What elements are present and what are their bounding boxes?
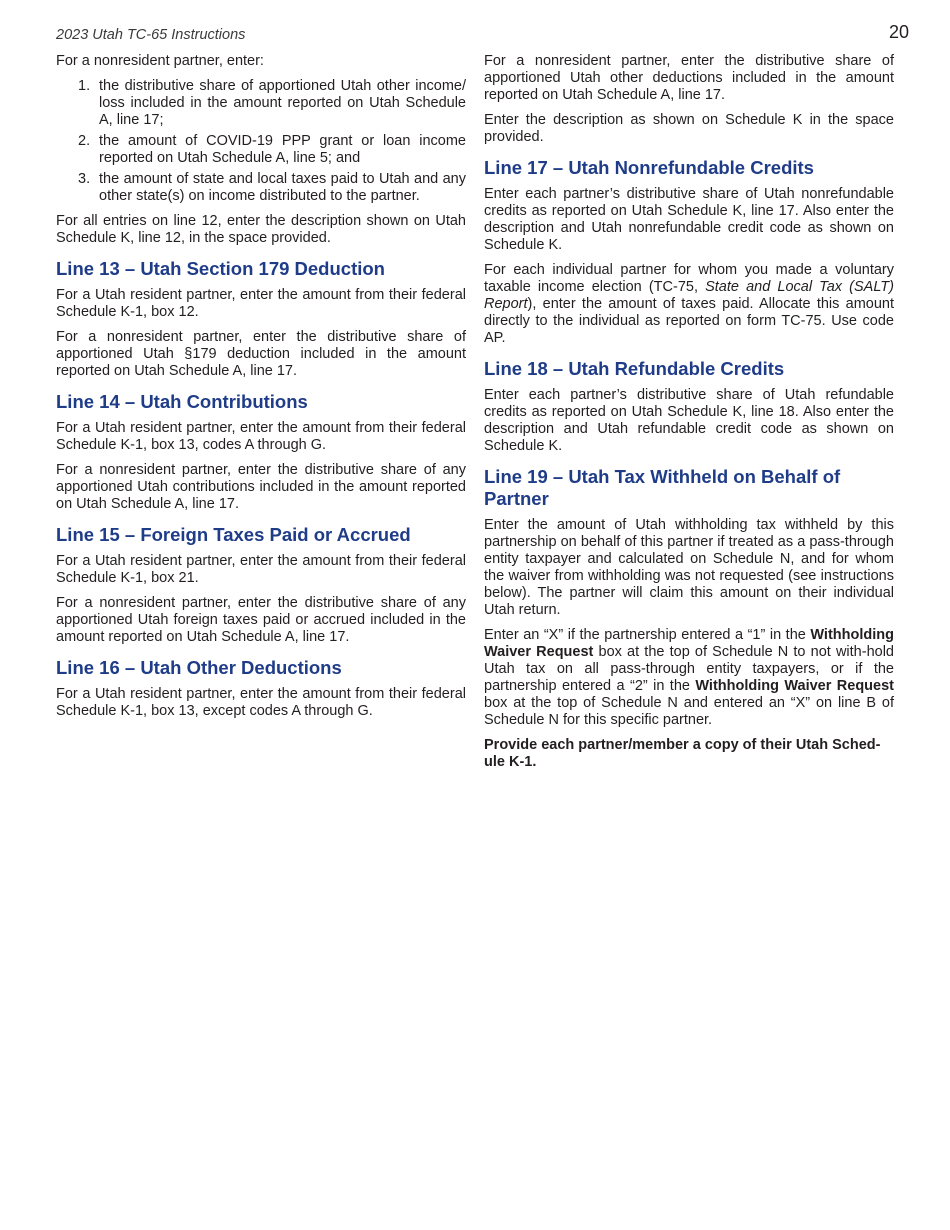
schedule-k1-copy-note: Provide each partner/member a copy of their Utah Sched-ule K-1. — [484, 737, 881, 770]
line15-heading: Line 15 – Foreign Taxes Paid or Accrued — [56, 524, 411, 545]
right-column — [484, 53, 894, 779]
line16-description-paragraph: Enter the description as shown on Schedule K in the space provided. — [484, 112, 894, 145]
nonresident-list — [56, 78, 466, 205]
line17-salt-text-a: For each individual partner for whom you made a voluntary taxable income election (TC-75, — [484, 262, 894, 295]
withholding-waiver-request-term: Withholding Waiver Request — [695, 678, 894, 694]
page-number: 20 — [889, 22, 910, 42]
line17-paragraph: Enter each partner’s distributive share of Utah nonrefundable credits as reported on Utah Schedule K, line 17. Also enter the description and Utah nonrefundable credit code as shown on Schedule K. — [484, 186, 894, 253]
list-item-number: 1. — [78, 78, 91, 94]
withholding-waiver-request-term: Withholding Waiver Request — [484, 627, 894, 660]
list-item-text: the distributive share of apportioned Utah other income/ loss included in the amount reported on Utah Schedule A, line 17; — [99, 78, 466, 128]
salt-report-title: State and Local Tax (SALT) Report — [484, 279, 894, 312]
line14-nonresident-paragraph: For a nonresident partner, enter the distributive share of any apportioned Utah contributions included in the amount reported on Utah Schedule A, line 17. — [56, 462, 466, 512]
list-item-number: 2. — [78, 133, 91, 149]
list-item-number: 3. — [78, 171, 91, 187]
line13-resident-paragraph: For a Utah resident partner, enter the amount from their federal Schedule K-1, box 12. — [56, 287, 466, 320]
line19-waiver-text-c: box at the top of Schedule N and entered an “X” on line B of Schedule N for this specific partner. — [484, 695, 894, 728]
line18-paragraph: Enter each partner’s distributive share of Utah refundable credits as reported on Utah Schedule K, line 18. Also enter the description and Utah refundable credit code as shown on Schedule K. — [484, 387, 894, 454]
line15-resident-paragraph: For a Utah resident partner, enter the amount from their federal Schedule K-1, box 21. — [56, 553, 466, 586]
line19-waiver-text-a: Enter an “X” if the partnership entered a “1” in the — [484, 627, 811, 643]
line19-waiver-paragraph — [484, 627, 894, 729]
list-item — [56, 133, 466, 167]
line16-nonresident-paragraph: For a nonresident partner, enter the distributive share of apportioned Utah other deductions included in the amount reported on Utah Schedule A, line 17. — [484, 53, 894, 103]
nonresident-intro: For a nonresident partner, enter: — [56, 53, 264, 69]
line14-heading: Line 14 – Utah Contributions — [56, 391, 308, 412]
line19-heading: Line 19 – Utah Tax Withheld on Behalf of Partner — [484, 466, 841, 509]
list-item-text: the amount of state and local taxes paid to Utah and any other state(s) on income distributed to the partner. — [99, 171, 466, 204]
line13-heading: Line 13 – Utah Section 179 Deduction — [56, 258, 385, 279]
document-header-title: 2023 Utah TC-65 Instructions — [56, 27, 246, 43]
line17-salt-paragraph — [484, 262, 894, 347]
line13-nonresident-paragraph: For a nonresident partner, enter the distributive share of apportioned Utah §179 deduction included in the amount reported on Utah Schedule A, line 17. — [56, 329, 466, 379]
line16-resident-paragraph: For a Utah resident partner, enter the amount from their federal Schedule K-1, box 13, except codes A through G. — [56, 686, 466, 719]
line19-waiver-text-b: box at the top of Schedule N to not with-hold Utah tax on all pass-through entity taxpayers, or if the partnership entered a “2” in the — [484, 644, 894, 694]
line19-paragraph: Enter the amount of Utah withholding tax withheld by this partnership on behalf of this partner if treated as a pass-through entity taxpayer and calculated on Schedule N, and for whom the waiver from withholding was not requested (see instructions below). The partner will claim this amount on their individual Utah return. — [484, 517, 894, 618]
line15-nonresident-paragraph: For a nonresident partner, enter the distributive share of any apportioned Utah foreign taxes paid or accrued included in the amount reported on Utah Schedule A, line 17. — [56, 595, 466, 645]
line12-note: For all entries on line 12, enter the description shown on Utah Schedule K, line 12, in the space provided. — [56, 213, 466, 246]
left-column — [56, 53, 466, 728]
line18-heading: Line 18 – Utah Refundable Credits — [484, 358, 785, 379]
list-item-text: the amount of COVID-19 PPP grant or loan income reported on Utah Schedule A, line 5; and — [99, 133, 466, 166]
line17-heading: Line 17 – Utah Nonrefundable Credits — [484, 157, 814, 178]
line14-resident-paragraph: For a Utah resident partner, enter the amount from their federal Schedule K-1, box 13, codes A through G. — [56, 420, 466, 453]
list-item — [56, 171, 466, 205]
list-item — [56, 78, 466, 129]
line16-heading: Line 16 – Utah Other Deductions — [56, 657, 342, 678]
line17-salt-text-b: ), enter the amount of taxes paid. Allocate this amount directly to the individual as reported on form TC-75. Use code AP. — [484, 296, 894, 346]
